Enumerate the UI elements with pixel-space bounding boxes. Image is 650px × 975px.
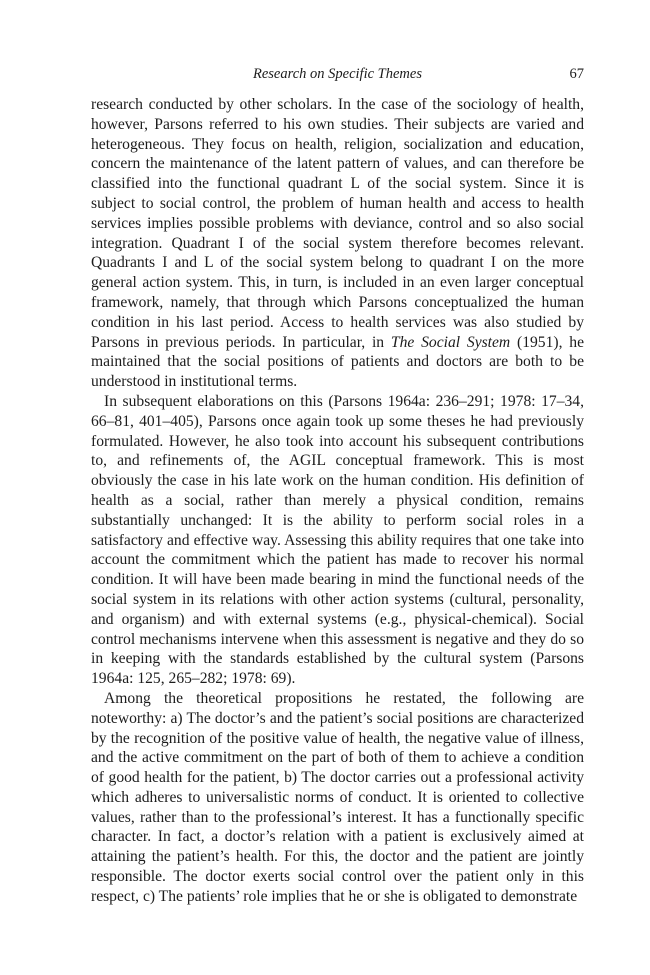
running-title: Research on Specific Themes	[253, 66, 422, 82]
body-text	[91, 95, 584, 907]
paragraph-1	[91, 95, 584, 392]
book-title-the-social-system: The Social System	[390, 333, 511, 351]
document-page	[91, 0, 584, 975]
paragraph-1-text-start: research conducted by other scholars. In the case of the sociology of health, however, Parsons referred to his own studies. Their subjects are varied and heterogeneous. They focus on health, religion, socialization and education, concern the maintenance of the latent pattern of values, and can therefore be classified into the functional quadrant L of the social system. Since it is subject to social control, the problem of human health and access to health services implies possible problems with deviance, control and so also social integration. Quadrant I of the social system therefore becomes relevant. Quadrants I and L of the social system belong to quadrant I on the more general action system. This, in turn, is included in an even larger conceptual framework, namely, that through which Parsons conceptualized the human condition in his last period. Access to health services was also studied by Parsons in previous periods. In particular, in	[91, 96, 584, 351]
paragraph-1-text-end: (1951), he maintained that the social positions of patients and doctors are both to be understood in institutional terms.	[91, 333, 584, 391]
running-head	[91, 66, 584, 86]
page-number: 67	[569, 66, 584, 82]
paragraph-2: In subsequent elaborations on this (Parsons 1964a: 236–291; 1978: 17–34, 66–81, 401–405), Parsons once again took up some theses he had previously formulated. However, he also took into account his subsequent contributions to, and refinements of, the AGIL conceptual framework. This is most obviously the case in his late work on the human condition. His definition of health as a social, rather than merely a physical condition, remains substantially unchanged: It is the ability to perform social roles in a satisfactory and effective way. Assessing this ability requires that one take into account the commitment which the patient has made to recover his normal condition. It will have been made bearing in mind the functional needs of the social system in its relations with other action systems (cultural, personality, and organism) and with external systems (e.g., physical-chemical). Social control mechanisms intervene when this assessment is negative and they do so in keeping with the standards established by the cultural system (Parsons 1964a: 125, 265–282; 1978: 69).	[91, 392, 584, 688]
paragraph-3: Among the theoretical propositions he restated, the following are noteworthy: a) The doctor’s and the patient’s social positions are characterized by the recognition of the positive value of health, the negative value of illness, and the active commitment on the part of both of them to achieve a condition of good health for the patient, b) The doctor carries out a professional activity which adheres to universalistic norms of conduct. It is oriented to collective values, rather than to the professional’s interest. It has a functionally specific character. In fact, a doctor’s relation with a patient is exclusively aimed at attaining the patient’s health. For this, the doctor and the patient are jointly responsible. The doctor exerts social control over the patient only in this respect, c) The patients’ role implies that he or she is obligated to demonstrate	[91, 689, 584, 905]
